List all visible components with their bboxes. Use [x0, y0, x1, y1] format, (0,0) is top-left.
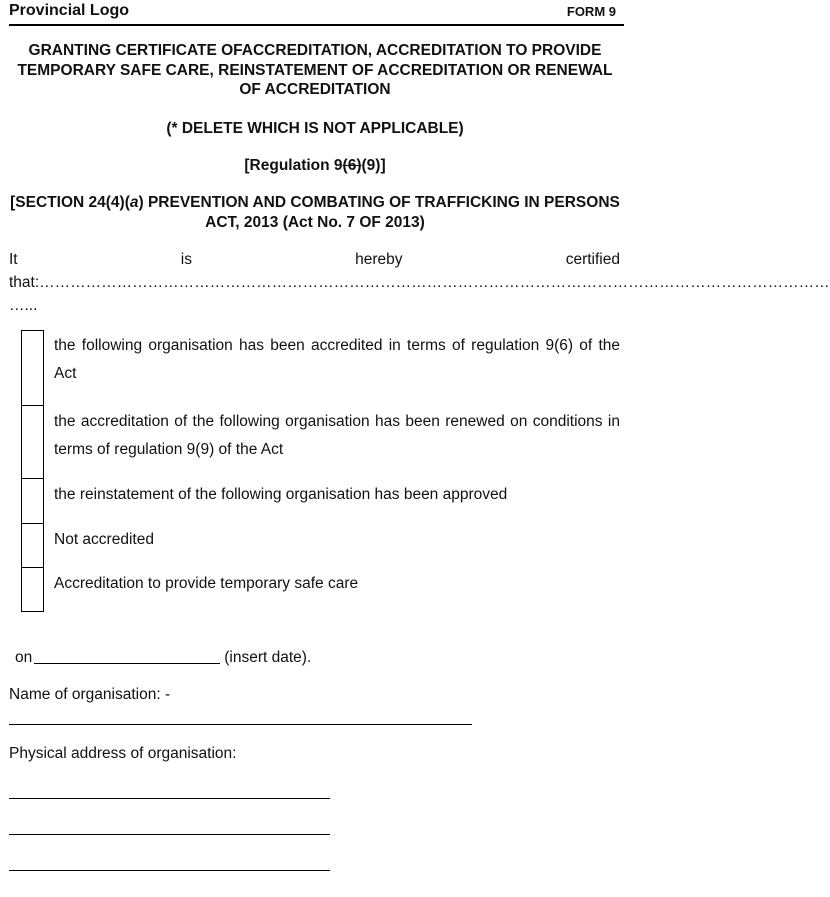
option-label: the accreditation of the following organisation has been renewed on conditions in terms of regulation 9(9) of the Act [54, 413, 620, 458]
checkbox[interactable] [21, 479, 44, 524]
option-label: the following organisation has been accredited in terms of regulation 9(6) of the Act [54, 337, 620, 382]
options-checklist [21, 330, 621, 612]
certified-word: It [9, 251, 18, 268]
checkbox[interactable] [21, 524, 44, 568]
regulation-reference [10, 156, 620, 176]
certified-word: certified [565, 251, 620, 268]
document-title: GRANTING CERTIFICATE OFACCREDITATION, ACCREDITATION TO PROVIDE TEMPORARY SAFE CARE, REINSTATEMENT OF ACCREDITATION OR RENEWAL OF ACCREDITATION [17, 42, 613, 98]
address-line[interactable] [9, 834, 330, 835]
option-not-accredited [21, 524, 621, 568]
certified-word: is [180, 251, 192, 268]
option-label: the reinstatement of the following organisation has been approved [54, 486, 508, 503]
organisation-name-line[interactable] [9, 724, 472, 725]
checkbox[interactable] [21, 406, 44, 479]
provincial-logo: Provincial Logo [9, 2, 130, 19]
checkbox[interactable] [21, 568, 44, 612]
section-reference [10, 193, 620, 232]
that-dotted-line: that:……………………………………………………………………………………………………………………………………… [9, 274, 830, 291]
certified-statement [9, 251, 620, 269]
option-accredited [21, 330, 621, 406]
on-label: on [15, 649, 33, 666]
option-renewed [21, 406, 621, 479]
delete-note: (* DELETE WHICH IS NOT APPLICABLE) [166, 120, 464, 137]
address-line[interactable] [9, 870, 330, 871]
certified-word: hereby [355, 251, 403, 268]
date-line [15, 649, 311, 667]
dotted-continuation: …... [9, 297, 38, 314]
section-suffix: ) PREVENTION AND COMBATING OF TRAFFICKING IN PERSONS ACT, 2013 (Act No. 7 OF 2013) [138, 194, 620, 231]
option-temporary-safe-care [21, 568, 621, 612]
physical-address-label: Physical address of organisation: [9, 745, 237, 762]
section-italic: a [129, 194, 139, 211]
insert-date-label: (insert date). [224, 649, 312, 666]
checkbox[interactable] [21, 330, 44, 406]
option-reinstated [21, 479, 621, 524]
regulation-prefix: [Regulation 9 [244, 157, 343, 174]
date-blank[interactable] [34, 649, 220, 664]
option-label: Not accredited [54, 531, 154, 548]
section-prefix: [SECTION 24(4)( [10, 194, 130, 211]
regulation-struck: (6) [342, 157, 362, 174]
form-number: FORM 9 [566, 4, 616, 19]
regulation-suffix: (9)] [361, 157, 386, 174]
option-label: Accreditation to provide temporary safe care [54, 575, 359, 592]
address-line[interactable] [9, 798, 330, 799]
organisation-name-label: Name of organisation: - [9, 686, 171, 703]
form-header [9, 0, 624, 26]
